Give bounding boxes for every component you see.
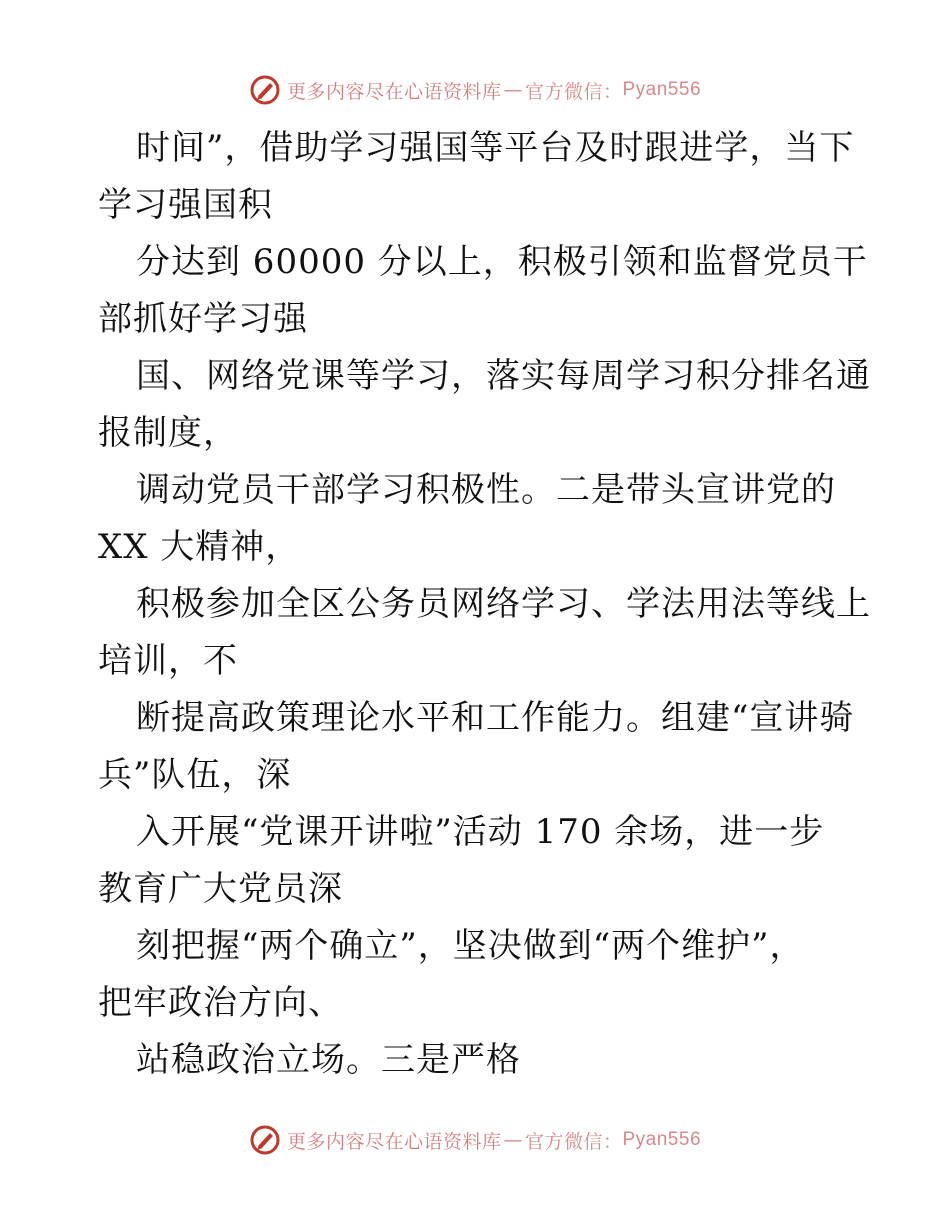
paragraph-line: 培训，不: [98, 641, 238, 681]
paragraph: [98, 462, 858, 576]
watermark-brand: 更多内容尽在心语资料库: [286, 1130, 502, 1153]
watermark-official-label: 官方微信：: [524, 80, 623, 103]
document-body: [98, 120, 871, 1089]
paragraph-line: 国、网络党课等学习，落实每周学习积分排名通: [136, 356, 871, 396]
paragraph: [98, 120, 858, 234]
header-watermark: [0, 70, 950, 110]
paragraph-line: 兵”队伍，深: [98, 755, 292, 795]
watermark-account: Pyan556: [622, 79, 702, 100]
paragraph-line: 调动党员干部学习积极性。二是带头宣讲党的: [136, 470, 836, 510]
paragraph-line: 刻把握“两个确立”，坚决做到“两个维护”，: [136, 926, 805, 966]
watermark-official-label: 官方微信：: [524, 1130, 623, 1153]
brand-logo-icon: [249, 74, 281, 106]
paragraph-line: 把牢政治方向、: [98, 983, 343, 1023]
paragraph-line: 入开展“党课开讲啦”活动 170 余场，进一步: [136, 812, 825, 852]
paragraph-line: 断提高政策理论水平和工作能力。组建“宣讲骑: [136, 698, 855, 738]
paragraph-line: 分达到 60000 分以上，积极引领和监督党员干: [136, 242, 868, 282]
footer-watermark: [0, 1120, 950, 1160]
paragraph: [98, 576, 871, 690]
paragraph-line: 积极参加全区公务员网络学习、学法用法等线上: [136, 584, 871, 624]
paragraph-line: 时间”，借助学习强国等平台及时跟进学，当下: [136, 128, 855, 168]
paragraph: [98, 1032, 858, 1089]
watermark-dash: —: [503, 1129, 523, 1151]
paragraph: [98, 804, 858, 918]
brand-logo-icon: [249, 1124, 281, 1156]
paragraph: [98, 918, 858, 1032]
watermark-account: Pyan556: [622, 1129, 702, 1150]
paragraph-line: 学习强国积: [98, 185, 273, 225]
paragraph-line: 教育广大党员深: [98, 869, 343, 909]
watermark-brand: 更多内容尽在心语资料库: [286, 80, 502, 103]
paragraph-line: XX 大精神，: [98, 527, 301, 567]
paragraph: [98, 348, 871, 462]
paragraph: [98, 234, 868, 348]
paragraph: [98, 690, 858, 804]
watermark-dash: —: [503, 79, 523, 101]
paragraph-line: 报制度，: [98, 413, 238, 453]
paragraph-line: 部抓好学习强: [98, 299, 308, 339]
paragraph-line: 站稳政治立场。三是严格: [136, 1040, 521, 1080]
